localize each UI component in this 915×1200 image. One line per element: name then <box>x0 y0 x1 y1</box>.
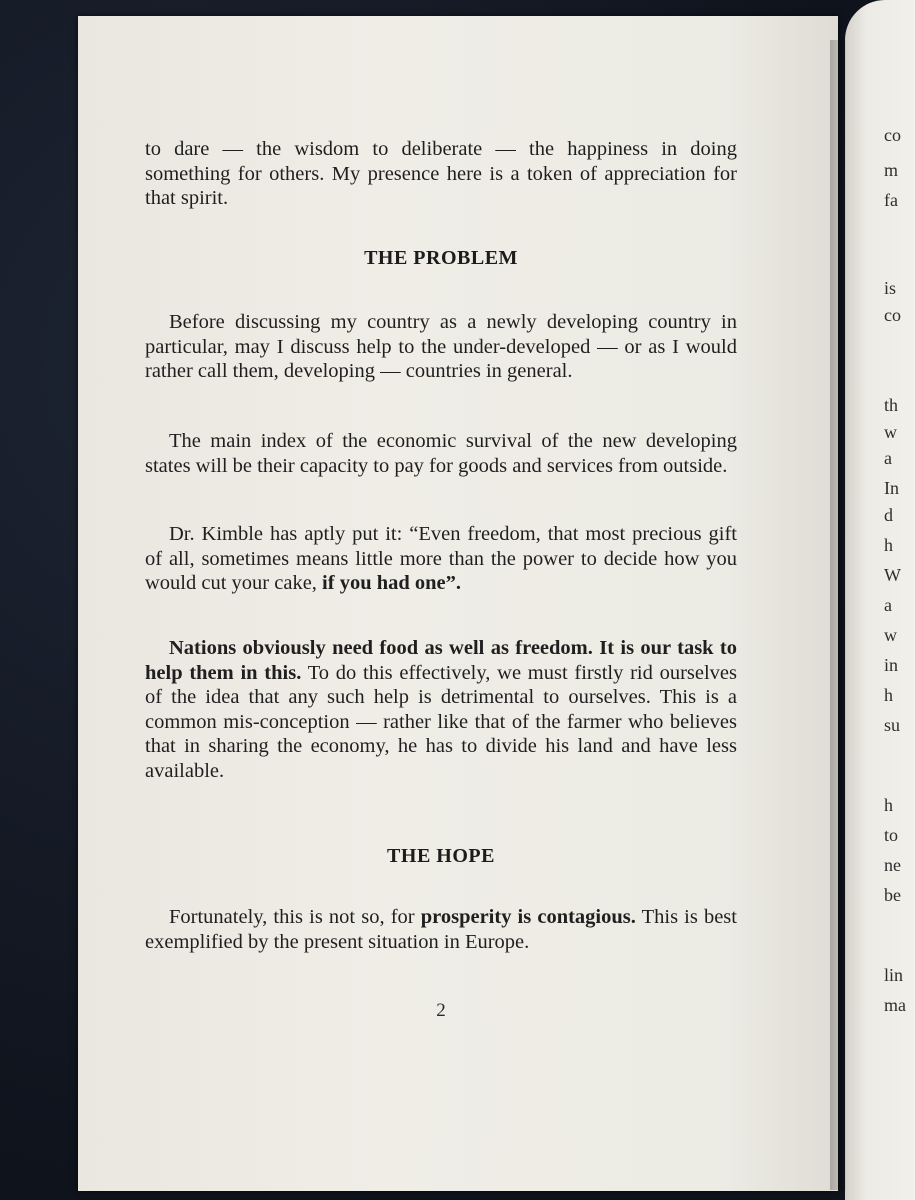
hope-p1-bold-text: prosperity is contagious. <box>420 906 636 928</box>
facing-page-fragment: fa <box>884 190 898 210</box>
facing-page <box>845 0 915 1200</box>
facing-page-fragment: w <box>884 422 897 442</box>
facing-page-fragment: h <box>884 535 893 555</box>
problem-p4-bold-text: Nations obviously need food as well as freedom. It is our task to help them in this. <box>145 637 737 684</box>
facing-page-fragment: co <box>884 305 901 325</box>
hope-paragraph-1 <box>145 905 737 954</box>
facing-page-fragment: In <box>884 478 899 498</box>
hope-p1-text-b: This is best exemplified by the present situation in Europe. <box>145 906 737 953</box>
facing-page-fragment: ma <box>884 995 906 1015</box>
facing-page-fragment: a <box>884 448 892 468</box>
facing-page-fragment: a <box>884 595 892 615</box>
facing-page-fragment: su <box>884 715 901 735</box>
facing-page-fragment: w <box>884 625 897 645</box>
page-number: 2 <box>436 1000 446 1021</box>
facing-page-fragment: th <box>884 395 899 415</box>
problem-p4-text: To do this effectively, we must firstly rid ourselves of the idea that any such help is detrimental to ourselves. This is a common mis-conception — rather like that of the farmer who believes that in sharing the economy, he has to divide his land and have less available. <box>145 661 737 782</box>
facing-page-fragment: co <box>884 125 901 145</box>
facing-page-fragment: d <box>884 505 893 525</box>
facing-page-fragment: W <box>884 565 901 585</box>
page-gutter-shadow <box>830 40 846 1190</box>
problem-paragraph-3 <box>145 522 737 596</box>
problem-paragraph-4 <box>145 636 737 783</box>
section-heading-problem: THE PROBLEM <box>364 247 518 269</box>
facing-page-fragment: h <box>884 795 893 815</box>
intro-paragraph <box>145 137 737 211</box>
problem-paragraph-1 <box>145 310 737 384</box>
facing-page-fragment: be <box>884 885 901 905</box>
section-heading-hope: THE HOPE <box>387 845 495 867</box>
problem-p1-text: Before discussing my country as a newly developing country in particular, may I discuss help to the under-developed — or as I would rather call them, developing — countries in general. <box>145 311 737 382</box>
problem-p3-bold-text: if you had one”. <box>322 572 462 594</box>
facing-page-fragment: lin <box>884 965 904 985</box>
facing-page-fragment: is <box>884 278 897 298</box>
hope-p1-text-a: Fortunately, this is not so, for <box>169 906 421 928</box>
facing-page-fragment: in <box>884 655 899 675</box>
intro-text: to dare — the wisdom to deliberate — the happiness in doing something for others. My presence here is a token of appreciation for that spirit. <box>145 138 737 209</box>
facing-page-fragment: h <box>884 685 893 705</box>
problem-p2-text: The main index of the economic survival of the new developing states will be their capacity to pay for goods and services from outside. <box>145 430 737 477</box>
problem-p3-text: Dr. Kimble has aptly put it: “Even freedom, that most precious gift of all, sometimes means little more than the power to decide how you would cut your cake, <box>145 523 737 594</box>
facing-page-fragment: to <box>884 825 899 845</box>
facing-page-fragment: ne <box>884 855 901 875</box>
facing-page-fragment: m <box>884 160 899 180</box>
problem-paragraph-2 <box>145 429 737 478</box>
